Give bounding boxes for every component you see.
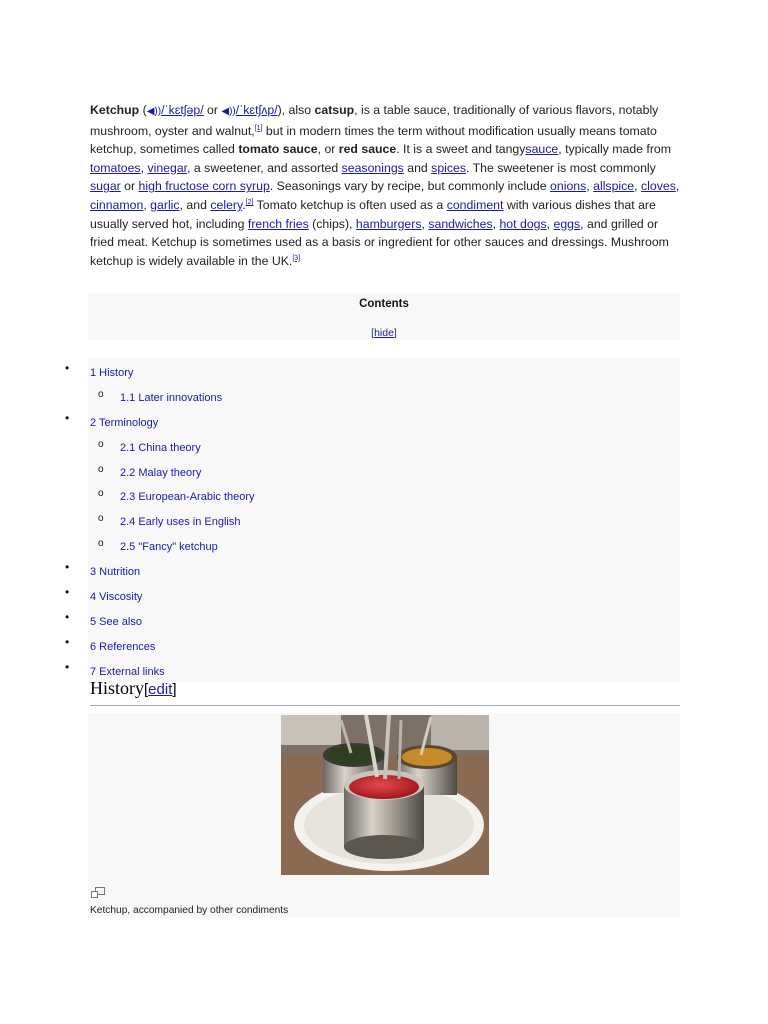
toc-header <box>88 293 680 340</box>
link-allspice[interactable]: allspice <box>593 179 635 194</box>
toc-row-background <box>88 632 680 657</box>
sub-bullet-icon: o <box>98 488 104 500</box>
ketchup-photo[interactable] <box>281 715 489 875</box>
bracket: ] <box>393 327 397 339</box>
link-hfcs[interactable]: high fructose corn syrup <box>138 179 270 194</box>
toc-hide-toggle <box>88 327 680 339</box>
separator: , <box>421 216 429 231</box>
sub-bullet-icon: o <box>98 513 104 525</box>
history-heading-text: History <box>90 678 144 698</box>
section-heading-history <box>90 678 680 706</box>
bracket: [ <box>144 681 149 698</box>
separator: , <box>492 216 500 231</box>
intro-text: , or <box>317 142 339 157</box>
link-sauce[interactable]: sauce <box>525 142 559 157</box>
enlarge-icon[interactable] <box>91 885 105 896</box>
toc-list <box>0 358 680 682</box>
intro-text: , and <box>179 197 211 212</box>
toc-hide-link[interactable]: hide <box>374 327 394 339</box>
toc-title: Contents <box>359 298 409 310</box>
term-catsup: catsup <box>314 103 355 117</box>
link-celery[interactable]: celery <box>210 197 243 212</box>
intro-text: and <box>403 160 432 175</box>
speaker-icon[interactable]: ◀)) <box>146 106 162 117</box>
figure-thumbnail <box>88 713 680 918</box>
separator: , <box>143 197 151 212</box>
intro-text: (chips), <box>308 216 356 231</box>
toc-row <box>0 607 680 632</box>
toc-link[interactable]: 2.5 "Fancy" ketchup <box>120 541 218 554</box>
link-eggs[interactable]: eggs <box>553 216 581 231</box>
bracket: ] <box>172 681 177 698</box>
link-cloves[interactable]: cloves <box>640 179 676 194</box>
toc-row <box>0 532 680 557</box>
bullet-icon: • <box>65 585 70 600</box>
edit-link[interactable]: edit <box>148 681 173 698</box>
intro-text: , a sweetener, and assorted <box>187 160 342 175</box>
intro-text: . It is a sweet and tangy <box>396 142 526 157</box>
intro-text: with various dishes that are usually served hot, including <box>90 197 656 231</box>
sub-bullet-icon: o <box>98 538 104 550</box>
toc-row <box>0 557 680 582</box>
reference-link[interactable]: [1] <box>254 124 263 132</box>
link-tomatoes[interactable]: tomatoes <box>90 160 141 175</box>
intro-text: , is a table sauce, traditionally of various flavors, notably mushroom, oyster and walnut, <box>90 103 659 138</box>
edit-section <box>144 681 177 698</box>
toc-row <box>0 632 680 657</box>
toc-link[interactable]: 6 References <box>90 640 156 653</box>
link-sugar[interactable]: sugar <box>90 179 121 194</box>
intro-paragraph: Ketchup (◀))/ˈkɛtʃəp/ or ◀))/ˈkɛtʃʌp/), also catsup, is a table sauce, traditionally of various flavors, notably mushroom, oyster and walnut,[1] but in modern times the term without modification usually means tomato ketchup, sometimes called tomato sauce, or red sauce. It is a sweet and tangysauce, typically made from tomatoes, vinegar, a sweetener, and assorted seasonings and spices. The sweetener is most commonly sugar or high fructose corn syrup. Seasonings vary by recipe, but commonly include onions, allspice, cloves, cinnamon, garlic, and celery.[2] Tomato ketchup is often used as a condiment with various dishes that are usually served hot, including french fries (chips), hamburgers, sandwiches, hot dogs, eggs, and grilled or fried meat. Ketchup is sometimes used as a basis or ingredient for other sauces and dressings. Mushroom ketchup is widely available in the UK.[3] <box>90 103 680 268</box>
toc-link[interactable]: 1.1 Later innovations <box>120 391 223 404</box>
link-cinnamon[interactable]: cinnamon <box>90 197 144 212</box>
intro-text: , and grilled or fried meat. Ketchup is sometimes used as a basis or ingredient for other sauces and dressings. Mushroom ketchup is widely available in the UK. <box>90 216 669 268</box>
intro-text: but in modern times the term without modification usually means tomato ketchup, sometimes called <box>90 123 657 157</box>
ipa-link-2[interactable]: /ˈkɛtʃʌp/ <box>235 103 278 117</box>
term-ketchup: Ketchup <box>90 103 140 117</box>
intro-text: Tomato ketchup is often used as a <box>253 197 447 212</box>
toc-row <box>0 358 680 383</box>
toc-link[interactable]: 3 Nutrition <box>90 566 141 579</box>
or-text: or <box>207 103 218 117</box>
ipa-link-1[interactable]: /ˈkɛtʃəp/ <box>161 103 204 117</box>
toc-row-background <box>88 607 680 632</box>
link-sandwiches[interactable]: sandwiches <box>428 216 493 231</box>
link-hamburgers[interactable]: hamburgers <box>355 216 422 231</box>
link-vinegar[interactable]: vinegar <box>147 160 188 175</box>
intro-text: . The sweetener is most commonly <box>466 160 656 175</box>
bullet-icon: • <box>65 410 70 425</box>
toc-row <box>0 408 680 433</box>
link-onions[interactable]: onions <box>550 179 587 194</box>
intro-text: ), also <box>277 103 315 117</box>
toc-link[interactable]: 2 Terminology <box>90 416 159 429</box>
bracket: [ <box>371 327 375 339</box>
toc-link[interactable]: 4 Viscosity <box>90 591 143 604</box>
toc-link[interactable]: 1 History <box>90 367 134 379</box>
separator: , <box>140 160 148 175</box>
bullet-icon: • <box>65 560 70 575</box>
term-red-sauce: red sauce <box>338 142 397 157</box>
sub-bullet-icon: o <box>98 463 104 475</box>
link-condiment[interactable]: condiment <box>446 197 504 212</box>
bullet-icon: • <box>65 609 70 624</box>
speaker-icon[interactable]: ◀)) <box>221 106 236 117</box>
link-french-fries[interactable]: french fries <box>247 216 309 231</box>
toc-row <box>0 582 680 607</box>
term-tomato-sauce: tomato sauce <box>238 142 318 157</box>
sub-bullet-icon: o <box>98 388 104 400</box>
toc-link[interactable]: 2.1 China theory <box>120 441 201 454</box>
bullet-icon: • <box>65 659 70 674</box>
toc-row-background <box>88 557 680 582</box>
toc-row <box>0 458 680 483</box>
intro-text: . <box>242 197 246 212</box>
separator: , <box>634 179 641 194</box>
toc-row <box>0 433 680 458</box>
intro-text: . Seasonings vary by recipe, but commonly include <box>269 179 551 194</box>
intro-text: , typically made from <box>558 142 672 157</box>
toc-row-background <box>88 408 680 433</box>
bullet-icon: • <box>65 361 70 375</box>
link-hot-dogs[interactable]: hot dogs <box>499 216 547 231</box>
bullet-icon: • <box>65 634 70 649</box>
toc-link[interactable]: 2.3 European-Arabic theory <box>120 491 255 504</box>
toc-link[interactable]: 2.4 Early uses in English <box>120 516 241 529</box>
toc-link[interactable]: 7 External links <box>90 665 165 678</box>
toc-row <box>0 383 680 408</box>
separator: , <box>546 216 554 231</box>
intro-text: or <box>120 179 139 194</box>
link-garlic[interactable]: garlic <box>150 197 180 212</box>
toc-row <box>0 507 680 532</box>
sub-bullet-icon: o <box>98 438 104 450</box>
link-spices[interactable]: spices <box>431 160 467 175</box>
separator: , <box>675 179 680 194</box>
toc-row-background <box>88 582 680 607</box>
figure-caption: Ketchup, accompanied by other condiments <box>90 905 289 916</box>
toc-link[interactable]: 5 See also <box>90 615 142 628</box>
reference-link[interactable]: [3] <box>292 254 301 262</box>
separator: , <box>586 179 594 194</box>
reference-link[interactable]: [2] <box>245 198 254 206</box>
toc-link[interactable]: 2.2 Malay theory <box>120 466 202 479</box>
toc-row-background <box>88 358 680 383</box>
link-seasonings[interactable]: seasonings <box>341 160 404 175</box>
toc-row <box>0 482 680 507</box>
